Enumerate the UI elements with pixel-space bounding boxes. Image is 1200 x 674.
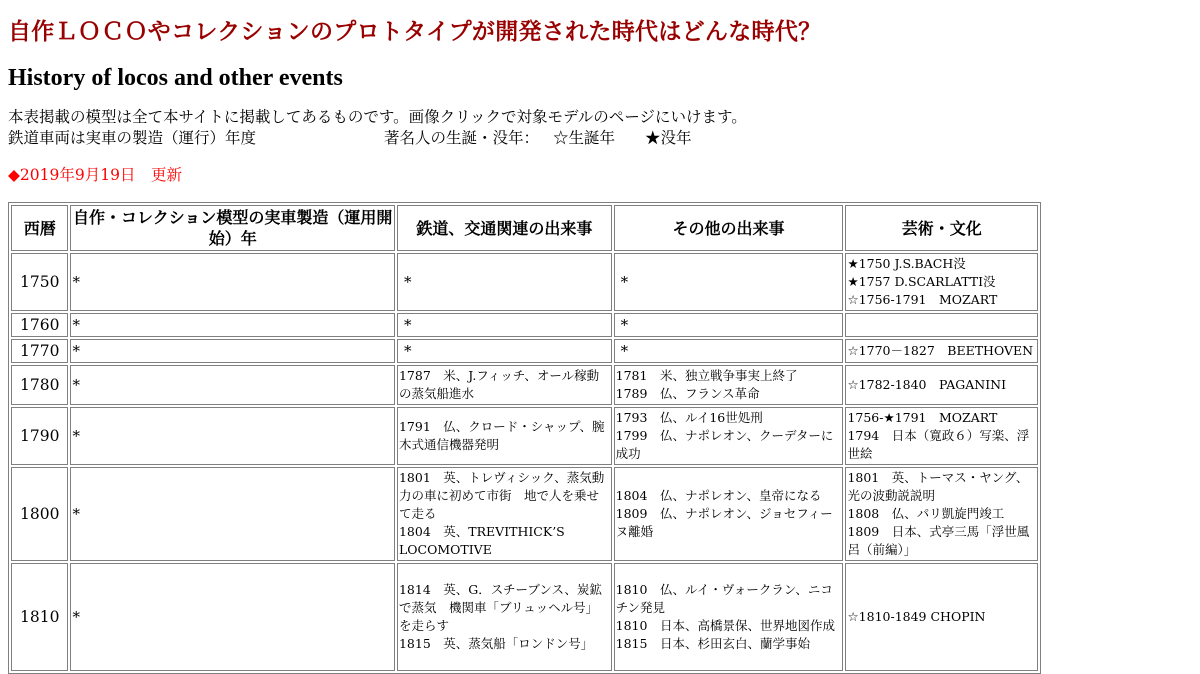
- other-event-cell: [614, 313, 844, 337]
- event-line: *: [620, 316, 629, 334]
- event-line: 1809 日本、式亭三馬「浮世風呂（前編）」: [847, 524, 1030, 557]
- history-table: [8, 202, 1041, 674]
- header-rail: 鉄道、交通関連の出来事: [397, 205, 612, 251]
- event-line: 1815 日本、杉田玄白、蘭学事始: [615, 636, 810, 651]
- other-event-cell: [614, 563, 844, 671]
- updated-date: ◆2019年9月19日 更新: [8, 166, 182, 184]
- page-title-en: History of locos and other events: [8, 65, 343, 91]
- other-event-cell: [614, 365, 844, 405]
- event-line: 1801 英、トレヴィシック、蒸気動力の車に初めて市街 地で人を乗せて走る: [398, 470, 605, 521]
- table-body: [11, 253, 1038, 671]
- event-line: 1804 仏、ナポレオン、皇帝になる: [615, 488, 822, 503]
- intro-line-2: [8, 128, 1200, 149]
- event-line: 1793 仏、ルイ16世処刑: [615, 410, 763, 425]
- table-row: [11, 313, 1038, 337]
- rail-event-cell: [397, 365, 612, 405]
- art-culture-cell: [845, 563, 1038, 671]
- model-cell: *: [70, 563, 395, 671]
- table-row: [11, 407, 1038, 465]
- intro-birth-legend: ☆生誕年: [553, 129, 616, 147]
- year-cell: 1810: [11, 563, 68, 671]
- event-line: *: [620, 273, 629, 291]
- table-row: [11, 563, 1038, 671]
- event-line: ★1750 J.S.BACH没: [847, 256, 966, 271]
- intro-line-1: 本表掲載の模型は全て本サイトに掲載してあるものです。画像クリックで対象モデルのページにいけます。: [8, 108, 747, 126]
- year-cell: 1780: [11, 365, 68, 405]
- rail-event-cell: [397, 407, 612, 465]
- art-culture-cell: [845, 365, 1038, 405]
- page-title-jp: 自作ＬＯＣＯやコレクションのプロトタイプが開発された時代はどんな時代？: [8, 19, 822, 45]
- header-art: 芸術・文化: [845, 205, 1038, 251]
- intro-people-note: 著名人の生誕・没年：: [384, 129, 540, 147]
- other-event-cell: [614, 253, 844, 311]
- intro-rail-note: 鉄道車両は実車の製造（運行）年度: [8, 129, 257, 147]
- table-header-row: [11, 205, 1038, 251]
- event-line: 1791 仏、クロード・シャップ、腕木式通信機器発明: [398, 419, 605, 452]
- rail-event-cell: [397, 339, 612, 363]
- event-line: 1756-★1791 MOZART: [847, 410, 998, 425]
- art-culture-cell: [845, 253, 1038, 311]
- table-row: [11, 467, 1038, 561]
- model-cell: *: [70, 467, 395, 561]
- model-cell: *: [70, 253, 395, 311]
- model-cell: *: [70, 407, 395, 465]
- year-cell: 1770: [11, 339, 68, 363]
- event-line: 1799 仏、ナポレオン、クーデターに成功: [615, 428, 834, 461]
- table-row: [11, 365, 1038, 405]
- event-line: *: [403, 342, 412, 360]
- rail-event-cell: [397, 563, 612, 671]
- event-line: 1814 英、G．スチーブンス、炭鉱で蒸気 機関車「ブリュッヘル号」を走らす: [398, 582, 602, 633]
- other-event-cell: [614, 339, 844, 363]
- event-line: ☆1782-1840 PAGANINI: [847, 377, 1007, 392]
- art-culture-cell: [845, 313, 1038, 337]
- model-cell: *: [70, 365, 395, 405]
- intro-text: [8, 107, 1200, 149]
- event-line: *: [620, 342, 629, 360]
- event-line: *: [403, 273, 412, 291]
- rail-event-cell: [397, 253, 612, 311]
- year-cell: 1750: [11, 253, 68, 311]
- header-other: その他の出来事: [614, 205, 844, 251]
- event-line: ★1757 D.SCARLATTI没: [847, 274, 996, 289]
- other-event-cell: [614, 467, 844, 561]
- header-model: 自作・コレクション模型の実車製造（運用開始）年: [70, 205, 395, 251]
- header-year: 西暦: [11, 205, 68, 251]
- art-culture-cell: [845, 339, 1038, 363]
- event-line: ☆1770－1827 BEETHOVEN: [847, 343, 1034, 358]
- event-line: 1808 仏、パリ凱旋門竣工: [847, 506, 1005, 521]
- table-row: [11, 339, 1038, 363]
- event-line: 1804 英、TREVITHICK’S LOCOMOTIVE: [398, 524, 565, 557]
- year-cell: 1800: [11, 467, 68, 561]
- table-row: [11, 253, 1038, 311]
- event-line: ☆1810-1849 CHOPIN: [847, 609, 986, 624]
- event-line: 1794 日本（寛政６）写楽、浮世絵: [847, 428, 1030, 461]
- event-line: 1781 米、独立戦争事実上終了: [615, 368, 798, 383]
- event-line: 1810 日本、高橋景保、世界地図作成: [615, 618, 835, 633]
- event-line: 1787 米、J.フィッチ、オール稼動の蒸気船進水: [398, 368, 600, 401]
- event-line: 1801 英、トーマス・ヤング、光の波動説説明: [847, 470, 1029, 503]
- year-cell: 1790: [11, 407, 68, 465]
- rail-event-cell: [397, 467, 612, 561]
- model-cell: *: [70, 339, 395, 363]
- other-event-cell: [614, 407, 844, 465]
- event-line: 1809 仏、ナポレオン、ジョセフィーヌ離婚: [615, 506, 833, 539]
- year-cell: 1760: [11, 313, 68, 337]
- art-culture-cell: [845, 467, 1038, 561]
- model-cell: *: [70, 313, 395, 337]
- event-line: ☆1756-1791 MOZART: [847, 292, 998, 307]
- rail-event-cell: [397, 313, 612, 337]
- event-line: *: [403, 316, 412, 334]
- event-line: 1810 仏、ルイ・ヴォークラン、ニコチン発見: [615, 582, 833, 615]
- event-line: 1815 英、蒸気船「ロンドン号」: [398, 636, 594, 651]
- event-line: 1789 仏、フランス革命: [615, 386, 760, 401]
- art-culture-cell: [845, 407, 1038, 465]
- intro-death-legend: ★没年: [645, 129, 692, 147]
